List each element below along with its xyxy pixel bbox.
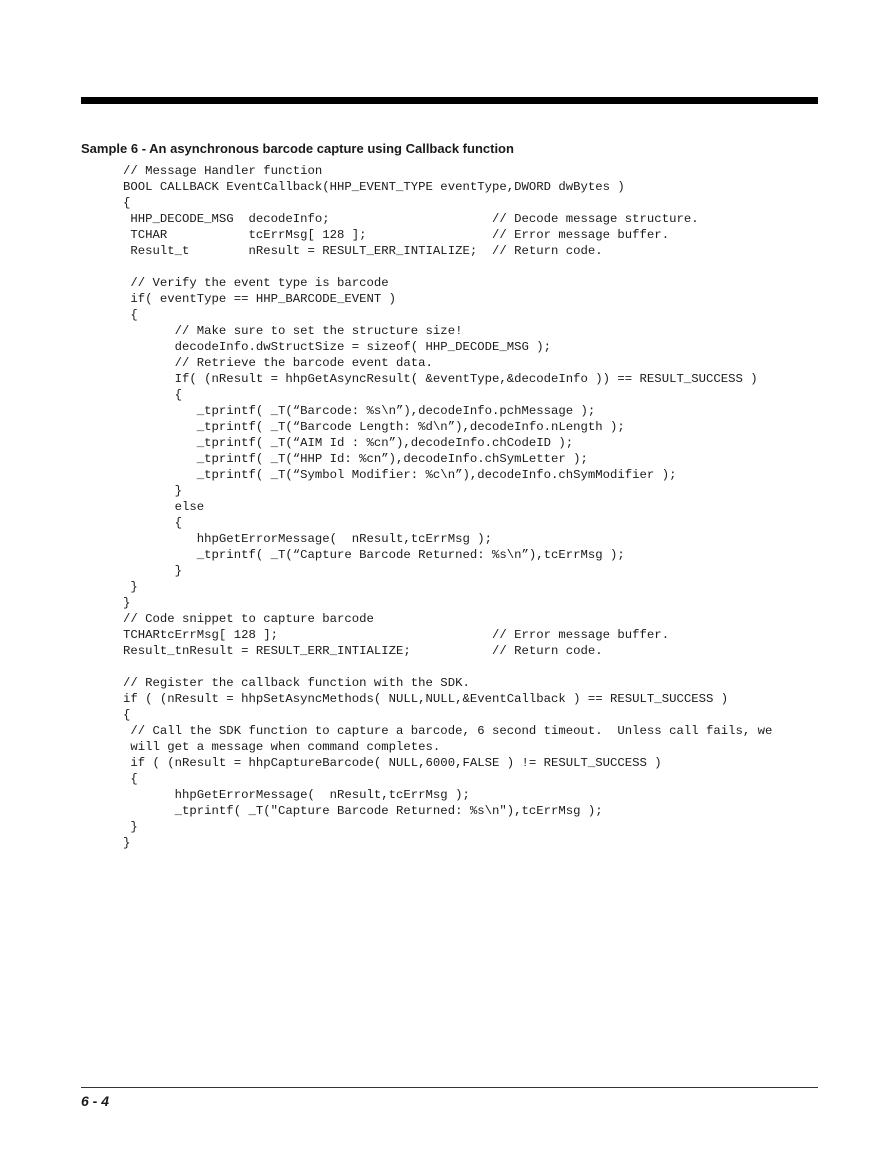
code-line: hhpGetErrorMessage( nResult,tcErrMsg ); xyxy=(123,532,492,546)
code-line: { xyxy=(123,708,131,722)
code-line: Result_t nResult = RESULT_ERR_INTIALIZE; // Return code. xyxy=(123,244,603,258)
code-line: else xyxy=(123,500,205,514)
code-line: if ( (nResult = hhpSetAsyncMethods( NULL,NULL,&EventCallback ) == RESULT_SUCCESS ) xyxy=(123,692,729,706)
code-line: { xyxy=(123,308,138,322)
code-line: } xyxy=(123,836,131,850)
code-line: } xyxy=(123,484,183,498)
section-title: Sample 6 - An asynchronous barcode capture using Callback function xyxy=(81,141,514,156)
code-line: hhpGetErrorMessage( nResult,tcErrMsg ); xyxy=(123,788,470,802)
code-line: // Message Handler function xyxy=(123,164,323,178)
code-line: } xyxy=(123,820,138,834)
code-line: will get a message when command completes. xyxy=(123,740,441,754)
code-line: if( eventType == HHP_BARCODE_EVENT ) xyxy=(123,292,397,306)
code-line: If( (nResult = hhpGetAsyncResult( &eventType,&decodeInfo )) == RESULT_SUCCESS ) xyxy=(123,372,758,386)
code-line: _tprintf( _T(“HHP Id: %cn”),decodeInfo.chSymLetter ); xyxy=(123,452,588,466)
code-line: _tprintf( _T("Capture Barcode Returned: %s\n"),tcErrMsg ); xyxy=(123,804,603,818)
code-line: // Register the callback function with the SDK. xyxy=(123,676,470,690)
code-line: _tprintf( _T(“Capture Barcode Returned: %s\n”),tcErrMsg ); xyxy=(123,548,625,562)
code-line: HHP_DECODE_MSG decodeInfo; // Decode message structure. xyxy=(123,212,699,226)
code-line: _tprintf( _T(“Barcode: %s\n”),decodeInfo.pchMessage ); xyxy=(123,404,596,418)
footer-rule xyxy=(81,1087,818,1088)
code-line: } xyxy=(123,564,183,578)
code-line: // Code snippet to capture barcode xyxy=(123,612,374,626)
code-line: Result_tnResult = RESULT_ERR_INTIALIZE; // Return code. xyxy=(123,644,603,658)
code-line: { xyxy=(123,196,131,210)
code-line: _tprintf( _T(“AIM Id : %cn”),decodeInfo.chCodeID ); xyxy=(123,436,574,450)
code-line: // Call the SDK function to capture a barcode, 6 second timeout. Unless call fails, we xyxy=(123,724,773,738)
code-line: TCHARtcErrMsg[ 128 ]; // Error message buffer. xyxy=(123,628,670,642)
code-line: { xyxy=(123,388,183,402)
code-line: { xyxy=(123,772,138,786)
code-line: } xyxy=(123,580,138,594)
code-line: { xyxy=(123,516,183,530)
code-line: decodeInfo.dwStructSize = sizeof( HHP_DECODE_MSG ); xyxy=(123,340,552,354)
code-line: BOOL CALLBACK EventCallback(HHP_EVENT_TYPE eventType,DWORD dwBytes ) xyxy=(123,180,625,194)
code-line: // Retrieve the barcode event data. xyxy=(123,356,433,370)
code-line: // Verify the event type is barcode xyxy=(123,276,389,290)
header-rule xyxy=(81,97,818,104)
code-line: } xyxy=(123,596,131,610)
code-line: if ( (nResult = hhpCaptureBarcode( NULL,6000,FALSE ) != RESULT_SUCCESS ) xyxy=(123,756,662,770)
code-line: _tprintf( _T(“Symbol Modifier: %c\n”),decodeInfo.chSymModifier ); xyxy=(123,468,677,482)
page-number: 6 - 4 xyxy=(81,1093,110,1109)
code-line: TCHAR tcErrMsg[ 128 ]; // Error message buffer. xyxy=(123,228,670,242)
code-line: _tprintf( _T(“Barcode Length: %d\n”),decodeInfo.nLength ); xyxy=(123,420,625,434)
code-line: // Make sure to set the structure size! xyxy=(123,324,463,338)
